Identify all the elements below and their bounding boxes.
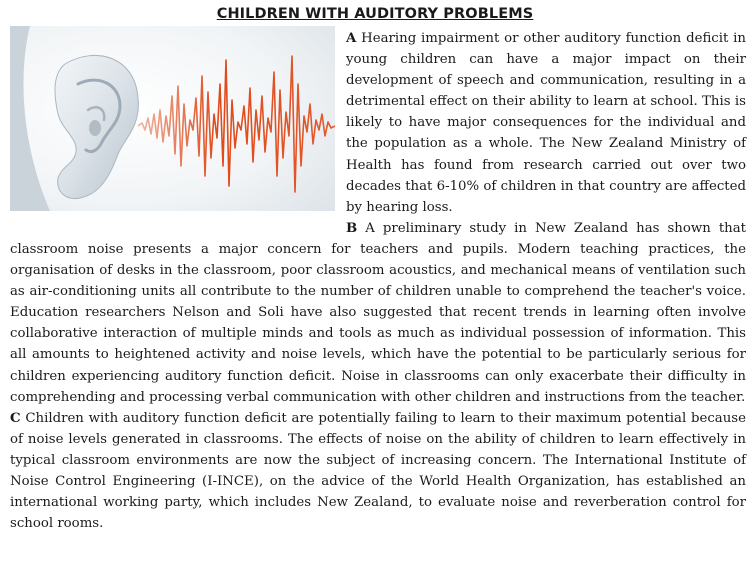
paragraph-label: A [346, 31, 357, 46]
paragraph-label: C [10, 410, 21, 426]
paragraph-label: B [346, 220, 358, 236]
paragraph-text: Children with auditory function deficit are potentially failing to learn to their maximum potential because of noise levels generated in classrooms. The effects of noise on the ability of children to learn effectively in typical classroom environments are now the subject of increasing concern. The International Institute of Noise Control Engineering (I-INCE), on the advice of the World Health Organization, has established an international working party, which includes New Zealand, to evaluate noise and reverberation control for school rooms. [10, 410, 746, 532]
paragraph-text: Hearing impairment or other auditory function deficit in young children can have a major impact on their development of speech and communication, resulting in a detrimental effect on their ability to learn at school. This is likely to have major consequences for the individual and the population as a whole. The New Zealand Ministry of Health has found from research carried out over two decades that 6-10% of children in that country are affected by hearing loss. [346, 31, 746, 215]
article-body [10, 28, 746, 534]
paragraph-text: A preliminary study in New Zealand has shown that classroom noise presents a major concern for teachers and pupils. Modern teaching practices, the organisation of desks in the classroom, poor classroom acoustics, and mechanical means of ventilation such as air-conditioning units all contribute to the number of children unable to comprehend the teacher's voice. Education researchers Nelson and Soli have also suggested that recent trends in learning often involve collaborative interaction of multiple minds and tools as much as individual possession of information. This all amounts to heightened activity and noise levels, which have the potential to be particularly serious for children experiencing auditory function deficit. Noise in classrooms can only exacerbate their difficulty in comprehending and processing verbal communication with other children and instructions from the teacher. [10, 220, 746, 405]
paragraph-c [10, 408, 746, 535]
paragraph-b [10, 218, 746, 408]
figure-spacer [10, 28, 346, 218]
page-title: CHILDREN WITH AUDITORY PROBLEMS [216, 6, 534, 22]
